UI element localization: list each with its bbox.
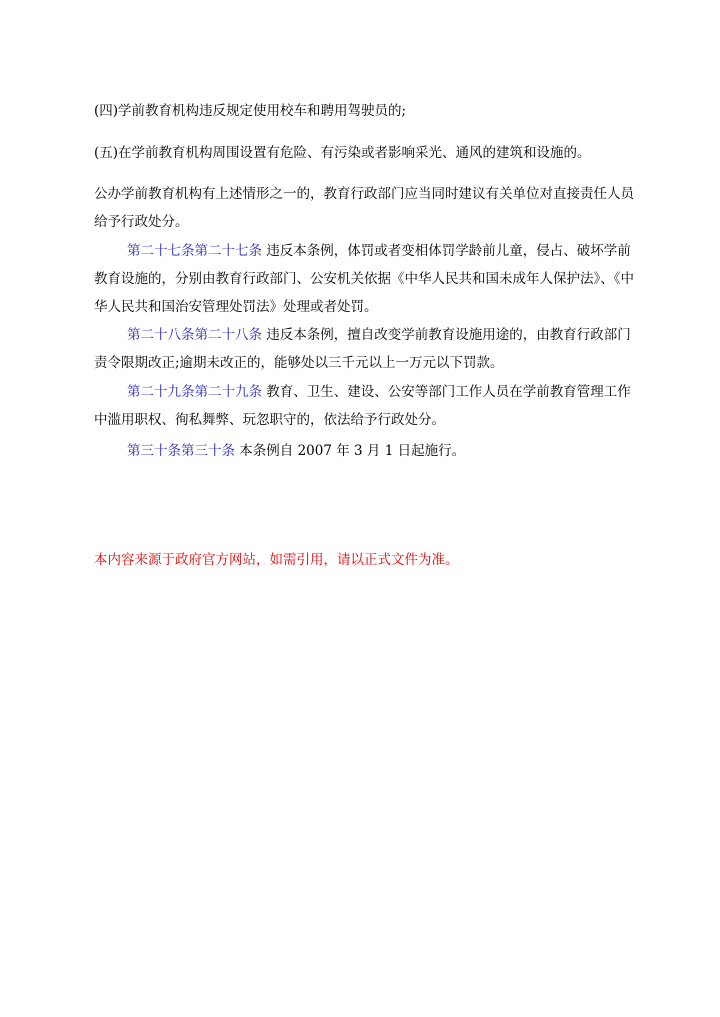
item-four-text: (四)学前教育机构违反规定使用校车和聘用驾驶员的; [94, 103, 407, 119]
article-28 [94, 321, 634, 377]
item-four [94, 97, 634, 125]
article-27 [94, 237, 634, 321]
source-notice [94, 546, 634, 574]
article-30 [94, 437, 634, 465]
item-five-text: (五)在学前教育机构周围设置有危险、有污染或者影响采光、通风的建筑和设施的。 [94, 145, 591, 161]
article-28-number: 第二十八条第二十八条 [127, 327, 262, 343]
article-30-text: 本条例自 2007 年 3 月 1 日起施行。 [235, 443, 466, 459]
penalty-paragraph-text: 公办学前教育机构有上述情形之一的，教育行政部门应当同时建议有关单位对直接责任人员给予行政处分。 [94, 186, 634, 230]
article-29 [94, 378, 634, 434]
article-27-text: 违反本条例，体罚或者变相体罚学龄前儿童，侵占、破坏学前教育设施的，分别由教育行政部门、公安机关依据《中华人民共和国未成年人保护法》、《中华人民共和国治安管理处罚法》处理或者处罚。 [94, 243, 634, 315]
penalty-paragraph [94, 180, 634, 236]
article-27-number: 第二十七条第二十七条 [127, 243, 262, 259]
source-notice-text: 本内容来源于政府官方网站，如需引用，请以正式文件为准。 [94, 552, 459, 568]
article-29-number: 第二十九条第二十九条 [127, 384, 262, 400]
article-29-text: 教育、卫生、建设、公安等部门工作人员在学前教育管理工作中滥用职权、徇私舞弊、玩忽职守的，依法给予行政处分。 [94, 384, 631, 428]
item-five [94, 139, 634, 167]
article-30-number: 第三十条第三十条 [127, 443, 235, 459]
article-28-text: 违反本条例，擅自改变学前教育设施用途的，由教育行政部门责令限期改正;逾期未改正的，能够处以三千元以上一万元以下罚款。 [94, 327, 631, 371]
